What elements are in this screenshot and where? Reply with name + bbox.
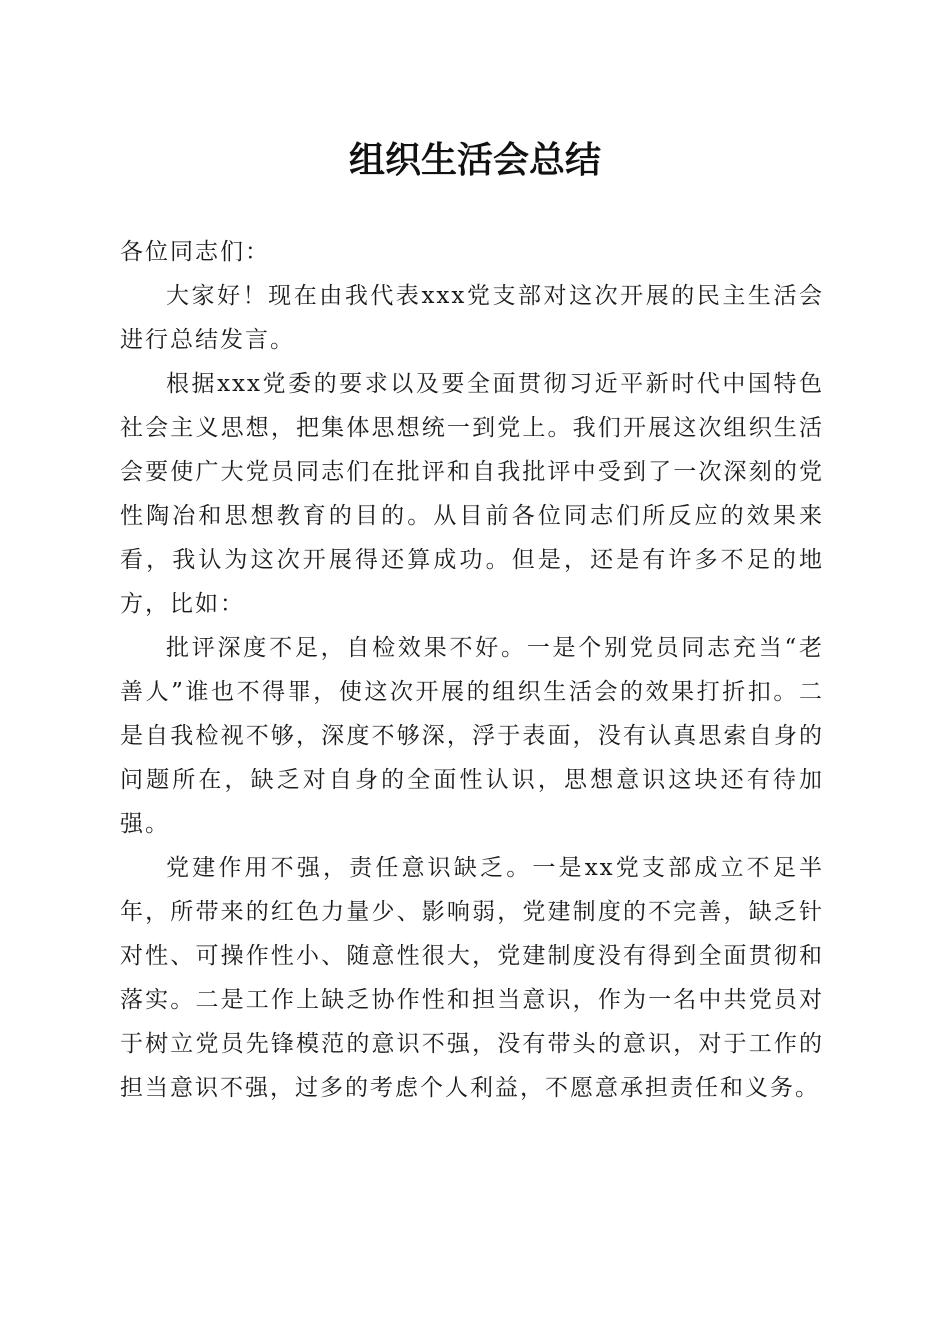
paragraph-party-building-issue: 党建作用不强，责任意识缺乏。一是xx党支部成立不足半年，所带来的红色力量少、影响弱，党建制度的不完善，缺乏针对性、可操作性小、随意性很大，党建制度没有得到全面贯彻和落实。二是工作上缺乏协作性和担当意识，作为一名中共党员对于树立党员先锋模范的意识不强，没有带头的意识，对于工作的担当意识不强，过多的考虑个人利益，不愿意承担责任和义务。 xyxy=(120,855,824,1101)
document-title: 组织生活会总结 xyxy=(348,139,601,181)
salutation: 各位同志们： xyxy=(120,239,270,265)
paragraph-opening: 大家好！现在由我代表xxx党支部对这次开展的民主生活会进行总结发言。 xyxy=(120,283,824,353)
paragraph-background: 根据xxx党委的要求以及要全面贯彻习近平新时代中国特色社会主义思想，把集体思想统一到党上。我们开展这次组织生活会要使广大党员同志们在批评和自我批评中受到了一次深刻的党性陶冶和思想教育的目的。从目前各位同志们所反应的效果来看，我认为这次开展得还算成功。但是，还是有许多不足的地方，比如： xyxy=(120,371,824,617)
paragraph-criticism-issue: 批评深度不足，自检效果不好。一是个别党员同志充当“老善人”谁也不得罪，使这次开展的组织生活会的效果打折扣。二是自我检视不够，深度不够深，浮于表面，没有认真思索自身的问题所在，缺乏对自身的全面性认识，思想意识这块还有待加强。 xyxy=(120,635,824,837)
document-body xyxy=(120,230,824,1110)
